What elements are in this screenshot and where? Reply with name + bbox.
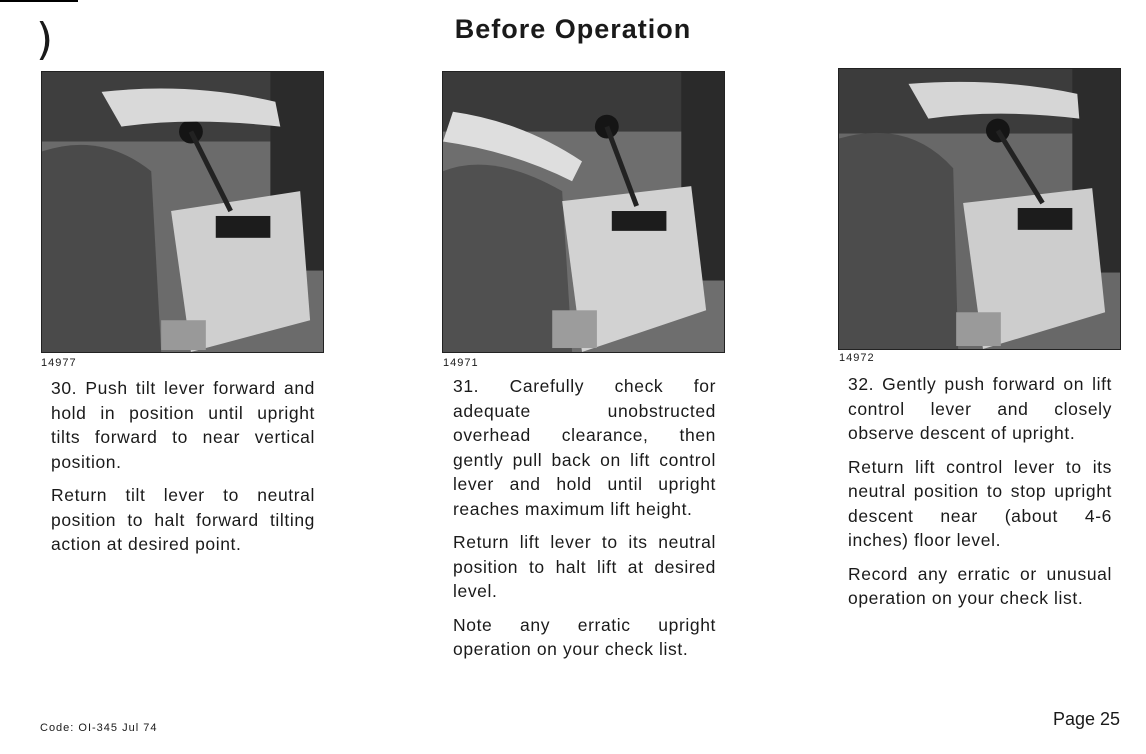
paragraph: Note any erratic upright operation on your check list. xyxy=(453,614,716,659)
photo-lift-lever-push xyxy=(838,68,1121,350)
page-number: Page 25 xyxy=(1052,709,1120,729)
paragraph: Return tilt lever to neutral position to halt forward tilting action at desired point. xyxy=(51,485,315,554)
paragraph: Return lift control lever to its neutral position to stop upright descent near (about 4-6 inches) floor level. xyxy=(848,456,1112,550)
paragraph: Record any erratic or unusual operation on your check list. xyxy=(848,563,1112,608)
paragraph: 31. Carefully check for adequate unobstructed overhead clearance, then gently pull back on lift control lever and hold until upright reaches maximum lift height. xyxy=(453,376,716,519)
paragraph: 30. Push tilt lever forward and hold in position until upright tilts forward to near vertical position. xyxy=(51,378,315,472)
document-code: Code: OI-345 Jul 74 xyxy=(40,722,158,734)
figure-number: 14971 xyxy=(443,357,479,369)
step-31-text xyxy=(453,374,716,671)
step-32-text xyxy=(848,372,1112,620)
paragraph: 32. Gently push forward on lift control lever and closely observe descent of upright. xyxy=(848,374,1112,443)
margin-mark: ) xyxy=(36,14,54,65)
photo-tilt-lever-forward xyxy=(41,71,324,353)
photo-lift-lever-pull xyxy=(442,71,725,353)
paragraph: Return lift lever to its neutral position to halt lift at desired level. xyxy=(453,532,716,601)
figure-number: 14977 xyxy=(41,357,77,369)
page-title: Before Operation xyxy=(454,14,692,44)
figure-number: 14972 xyxy=(839,352,875,364)
step-30-text xyxy=(51,376,315,566)
top-rule xyxy=(0,0,78,2)
